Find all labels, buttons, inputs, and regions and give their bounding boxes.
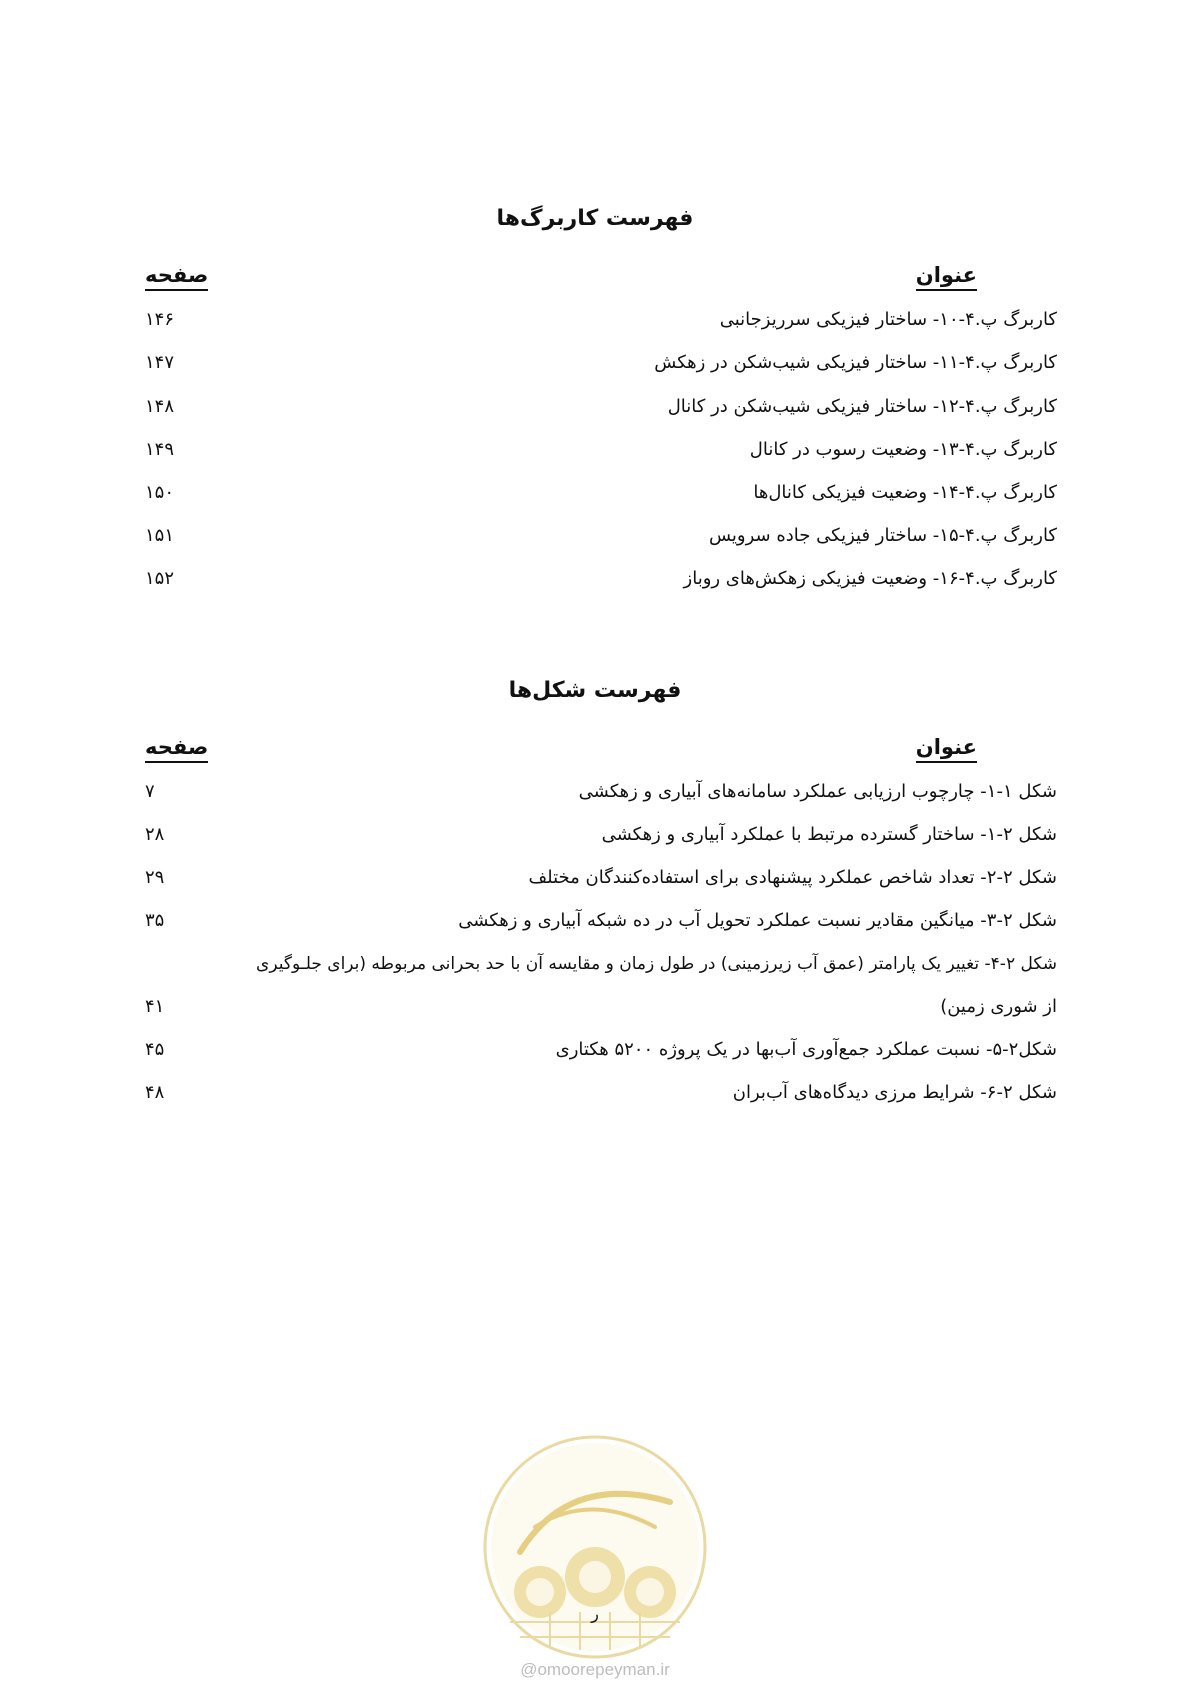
toc-entry-title: کاربرگ پ.۴-۱۱- ساختار فیزیکی شیب‌شکن در زهکش xyxy=(654,352,1057,373)
toc-entry-title: کاربرگ پ.۴-۱۵- ساختار فیزیکی جاده سرویس xyxy=(708,525,1057,546)
section-title-worksheets: فهرست کاربرگ‌ها xyxy=(496,206,694,231)
toc-entry-title: کاربرگ پ.۴-۱۴- وضعیت فیزیکی کانال‌ها xyxy=(753,482,1057,503)
toc-row[interactable] xyxy=(145,475,1057,511)
toc-entry-page: ۴۸ xyxy=(145,1082,165,1103)
toc-row[interactable] xyxy=(145,561,1057,597)
toc-entry-page: ۱۴۹ xyxy=(145,439,175,460)
toc-row[interactable] xyxy=(145,302,1057,338)
toc-entry-title: از شوری زمین) xyxy=(940,996,1057,1017)
toc-entry-page: ۱۴۶ xyxy=(145,309,175,330)
toc-entry-page: ۱۵۲ xyxy=(145,568,175,589)
toc-row[interactable] xyxy=(145,817,1057,853)
column-header-title: عنوان xyxy=(916,735,977,763)
toc-entry-page: ۱۵۰ xyxy=(145,482,175,503)
toc-row[interactable] xyxy=(145,345,1057,381)
toc-entry-page: ۷ xyxy=(145,781,155,802)
toc-entry-title: کاربرگ پ.۴-۱۶- وضعیت فیزیکی زهکش‌های روباز xyxy=(683,568,1057,589)
toc-entry-page: ۴۱ xyxy=(145,996,165,1017)
toc-row[interactable] xyxy=(145,389,1057,425)
toc-entry-page: ۲۸ xyxy=(145,824,165,845)
toc-row[interactable] xyxy=(145,1075,1057,1111)
toc-row[interactable] xyxy=(145,1032,1057,1068)
toc-entry-title: کاربرگ پ.۴-۱۳- وضعیت رسوب در کانال xyxy=(749,439,1057,460)
toc-entry-title: شکل ۲-۲- تعداد شاخص عملکرد پیشنهادی برای استفاده‌کنندگان مختلف xyxy=(528,867,1057,888)
column-header-title: عنوان xyxy=(916,263,977,291)
toc-row[interactable] xyxy=(145,946,1057,982)
toc-entry-title: شکل۲-۵- نسبت عملکرد جمع‌آوری آب‌بها در یک پروژه ۵۲۰۰ هکتاری xyxy=(555,1039,1057,1060)
toc-entry-page: ۴۵ xyxy=(145,1039,165,1060)
watermark-domain: @omoorepeyman.ir xyxy=(520,1660,670,1679)
section-title-figures: فهرست شکل‌ها xyxy=(508,678,682,703)
toc-entry-title: شکل ۲-۳- میانگین مقادیر نسبت عملکرد تحویل آب در ده شبکه آبیاری و زهکشی xyxy=(458,910,1057,931)
column-header-page: صفحه xyxy=(145,263,208,291)
toc-row[interactable] xyxy=(145,903,1057,939)
toc-row[interactable] xyxy=(145,518,1057,554)
toc-row[interactable] xyxy=(145,774,1057,810)
toc-entry-title: کاربرگ پ.۴-۱۲- ساختار فیزیکی شیب‌شکن در کانال xyxy=(667,396,1057,417)
toc-row-continuation[interactable] xyxy=(145,989,1057,1025)
toc-entry-page: ۲۹ xyxy=(145,867,165,888)
toc-row[interactable] xyxy=(145,860,1057,896)
toc-entry-title: کاربرگ پ.۴-۱۰- ساختار فیزیکی سرریزجانبی xyxy=(719,309,1057,330)
toc-entry-title: شکل ۲-۱- ساختار گسترده مرتبط با عملکرد آبیاری و زهکشی xyxy=(601,824,1057,845)
toc-entry-page: ۱۵۱ xyxy=(145,525,175,546)
toc-entry-title: شکل ۲-۶- شرایط مرزی دیدگاه‌های آب‌بران xyxy=(732,1082,1057,1103)
page-number: ر xyxy=(591,1604,599,1623)
column-header-page: صفحه xyxy=(145,735,208,763)
toc-row[interactable] xyxy=(145,432,1057,468)
toc-entry-title: شکل ۲-۴- تغییر یک پارامتر (عمق آب زیرزمینی) در طول زمان و مقایسه آن با حد بحرانی مربوطه (برای جلـوگیری xyxy=(256,954,1057,974)
toc-entry-page: ۳۵ xyxy=(145,910,165,931)
toc-entry-page: ۱۴۷ xyxy=(145,352,175,373)
toc-entry-title: شکل ۱-۱- چارچوب ارزیابی عملکرد سامانه‌های آبیاری و زهکشی xyxy=(578,781,1057,802)
toc-entry-page: ۱۴۸ xyxy=(145,396,175,417)
watermark-seal-logo xyxy=(480,1432,710,1662)
